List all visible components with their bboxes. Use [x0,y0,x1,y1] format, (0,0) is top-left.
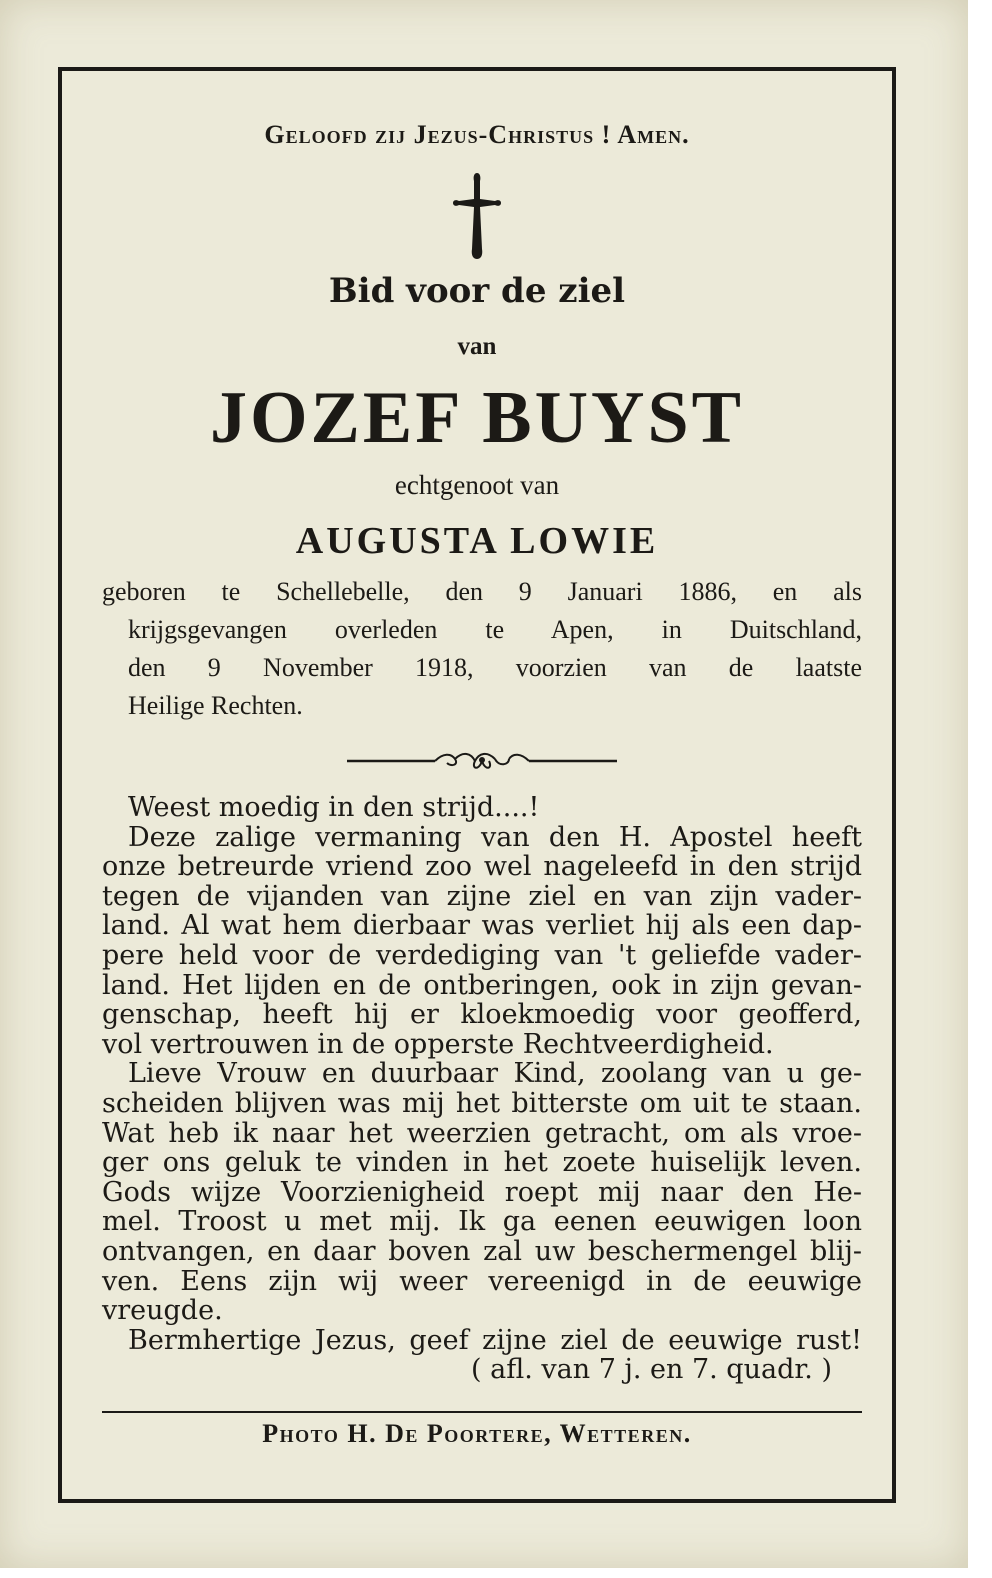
eulogy-line: land. Het lijden en de ontberingen, ook in zijn gevan- [102,969,862,1001]
eulogy-line: pere held voor de verdediging van 't geliefde vader- [102,939,862,971]
bio-line: den 9 November 1918, voorzien van de laatste [128,653,862,682]
eulogy-line: ontvangen, en daar boven zal uw beschermengel blij- [102,1235,862,1267]
eulogy-line: vreugde. [102,1295,223,1327]
eulogy-line: Lieve Vrouw en duurbaar Kind, zoolang van u ge- [128,1058,862,1090]
eulogy-line: tegen de vijanden van zijne ziel en van zijn vader- [102,880,862,912]
heading: Geloofd zij Jezus-Christus ! Amen. [264,120,690,149]
deceased-name: JOZEF BUYST [210,377,744,459]
biography [102,573,862,725]
eulogy-line: genschap, heeft hij er kloekmoedig voor geofferd, [102,999,862,1031]
latin-cross-icon [447,171,507,261]
eulogy-line: Bermhertige Jezus, geef zijne ziel de eeuwige rust! [128,1324,862,1356]
bio-line: krijgsgevangen overleden te Apen, in Duitschland, [128,615,862,644]
eulogy-line: scheiden blijven was mij het bitterste om uit te staan. [102,1087,862,1119]
eulogy-line: Gods wijze Voorzienigheid roept mij naar den He- [102,1176,862,1208]
van-line: van [457,333,497,360]
bio-line: Heilige Rechten. [128,691,303,720]
photo-credit: Photo H. De Poortere, Wetteren. [262,1419,692,1448]
pray-line: Bid voor de ziel [328,271,626,311]
spouse-name: AUGUSTA LOWIE [295,520,659,562]
eulogy-line: Weest moedig in den strijd....! [128,792,540,823]
bio-line: geboren te Schellebelle, den 9 Januari 1886, en als [102,577,862,606]
card-border [58,67,896,1503]
eulogy-line: land. Al wat hem dierbaar was verliet hij als een dap- [102,910,862,942]
divider-rule [102,1411,862,1413]
eulogy-line: ger ons geluk te vinden in het zoete huiselijk leven. [102,1147,862,1179]
indulgence-note: ( afl. van 7 j. en 7. quadr. ) [471,1354,832,1386]
eulogy-text [102,793,862,1385]
eulogy-line: Deze zalige vermaning van den H. Apostel heeft [128,821,862,853]
eulogy-line: Wat heb ik naar het weerzien getracht, om als vroe- [102,1117,862,1149]
spouse-of-line: echtgenoot van [394,470,560,500]
flourish-divider-icon [347,749,617,773]
eulogy-line: onze betreurde vriend zoo wel nageleefd in den strijd [102,851,862,883]
eulogy-line: vol vertrouwen in de opperste Rechtveerdigheid. [102,1028,774,1060]
eulogy-line: ven. Eens zijn wij weer vereenigd in de eeuwige [102,1265,862,1297]
eulogy-line: mel. Troost u met mij. Ik ga eenen eeuwigen loon [102,1206,862,1238]
